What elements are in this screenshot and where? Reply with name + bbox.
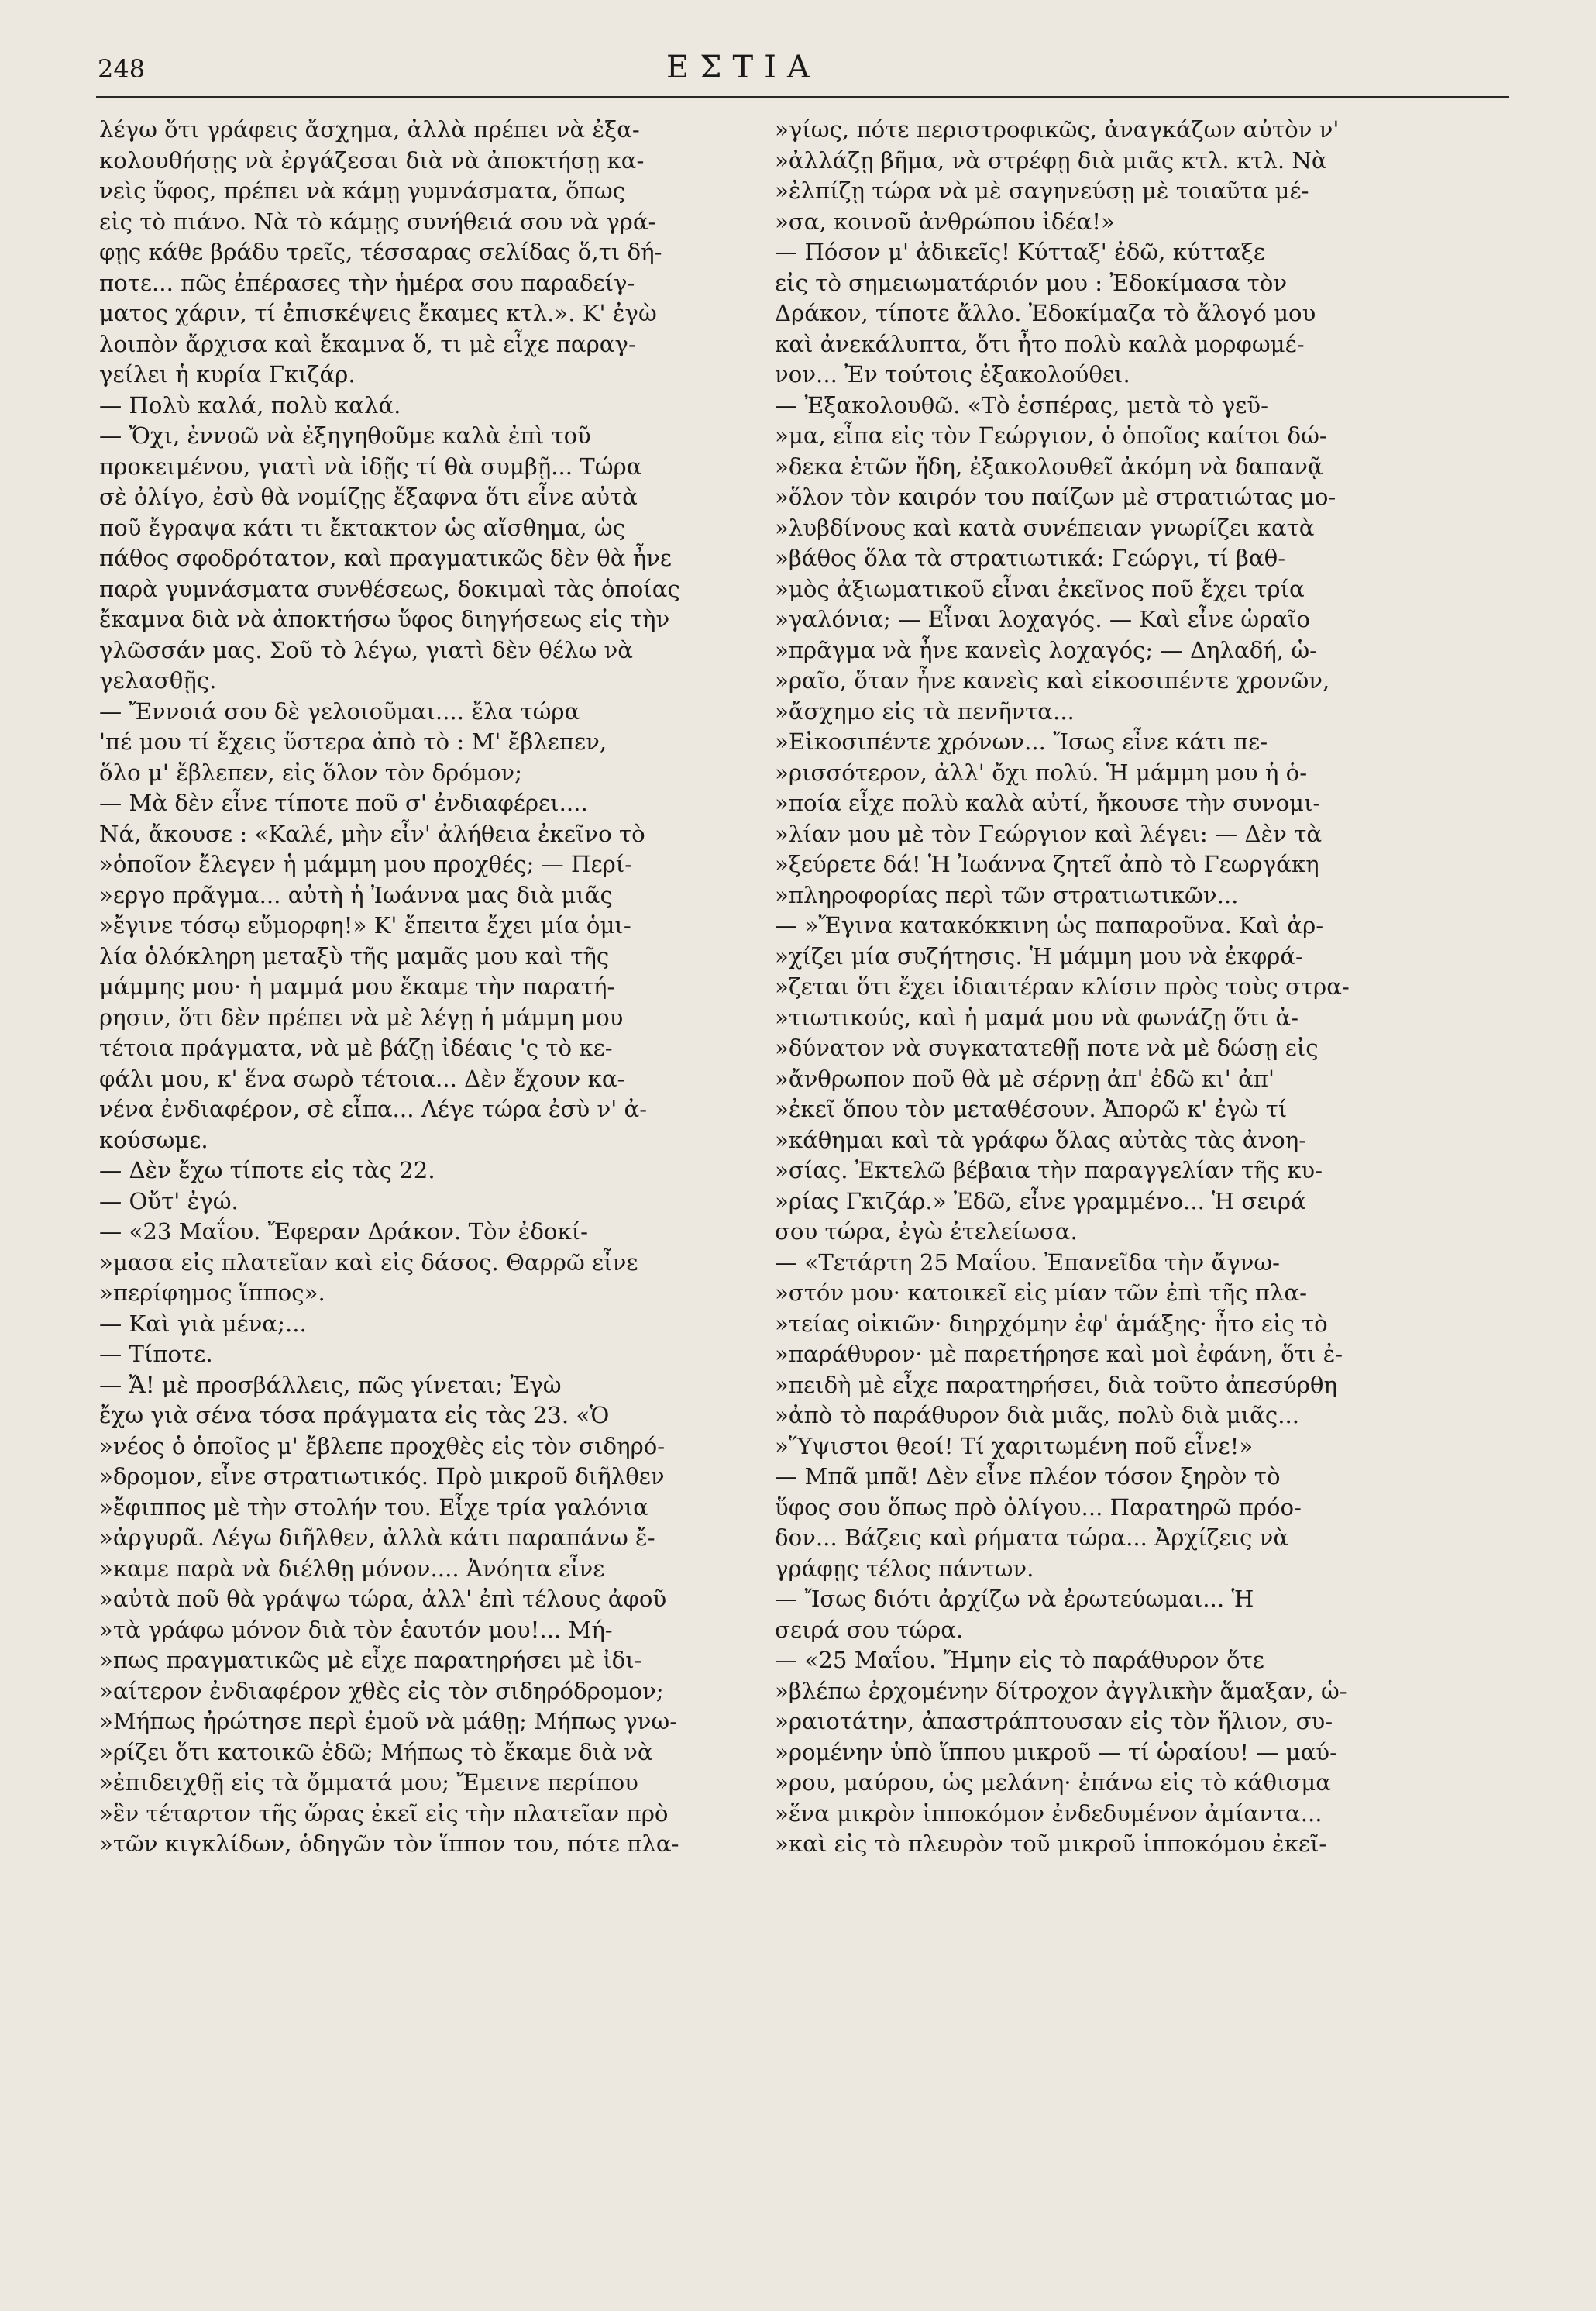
header-rule [96, 96, 1509, 98]
text-line: — »Ἔγινα κατακόκκινη ὡς παπαροῦνα. Καὶ ἀρ- [775, 912, 1324, 939]
text-line: 'πέ μου τί ἔχεις ὕστερα ἀπὸ τὸ : Μ' ἔβλεπεν, [99, 728, 607, 755]
text-line: νον... Ἐν τούτοις ἐξακολούθει. [775, 361, 1130, 387]
text-line: νεὶς ὕφος, πρέπει νὰ κάμῃ γυμνάσματα, ὅπως [99, 177, 626, 204]
text-line: »ποία εἶχε πολὺ καλὰ αὐτί, ἤκουσε τὴν συνομι- [775, 790, 1321, 816]
text-line: καὶ ἀνεκάλυπτα, ὅτι ἦτο πολὺ καλὰ μορφωμέ- [775, 330, 1305, 357]
text-line: »κάθημαι καὶ τὰ γράφω ὅλας αὐτὰς τὰς ἀνοη- [775, 1126, 1307, 1153]
text-line: — Μὰ δὲν εἶνε τίποτε ποῦ σ' ἐνδιαφέρει.... [99, 790, 588, 816]
text-line: ὅλο μ' ἔβλεπεν, εἰς ὅλον τὸν δρόμον; [99, 759, 522, 786]
text-line: παρὰ γυμνάσματα συνθέσεως, δοκιμαὶ τὰς ὁποίας [99, 575, 680, 602]
text-line: »πως πραγματικῶς μὲ εἶχε παρατηρήσει μὲ ἰδι- [99, 1647, 642, 1673]
text-line: Νά, ἄκουσε : «Καλέ, μὴν εἶν' ἀλήθεια ἐκεῖνο τὸ [99, 820, 645, 847]
text-line: λοιπὸν ἄρχισα καὶ ἔκαμνα ὅ, τι μὲ εἶχε παραγ- [99, 330, 636, 357]
text-line: »ἄνθρωπον ποῦ θὰ μὲ σέρνῃ ἀπ' ἐδῶ κι' ἀπ' [775, 1065, 1274, 1092]
text-line: »ἐπιδειχθῇ εἰς τὰ ὄμματά μου; Ἔμεινε περίπου [99, 1769, 638, 1796]
text-line: »ἀπὸ τὸ παράθυρον διὰ μιᾶς, πολὺ διὰ μιᾶς... [775, 1402, 1300, 1428]
text-line: προκειμένου, γιατὶ νὰ ἰδῇς τί θὰ συμβῇ... Τώρα [99, 453, 642, 480]
text-line: »αὐτὰ ποῦ θὰ γράψω τώρα, ἀλλ' ἐπὶ τέλους ἀφοῦ [99, 1586, 667, 1612]
text-line: »δεκα ἐτῶν ἤδη, ἐξακολουθεῖ ἀκόμη νὰ δαπανᾷ [775, 453, 1323, 480]
text-line: — «Τετάρτη 25 Μαΐου. Ἐπανεῖδα τὴν ἄγνω- [775, 1248, 1281, 1276]
text-line: ποτε... πῶς ἐπέρασες τὴν ἡμέρα σου παραδείγ- [99, 269, 635, 296]
text-line: — «25 Μαΐου. Ἤμην εἰς τὸ παράθυρον ὅτε [775, 1647, 1264, 1673]
text-line: »τιωτικούς, καὶ ἡ μαμά μου νὰ φωνάζῃ ὅτι ἀ- [775, 1004, 1298, 1031]
text-line: »ἔφιππος μὲ τὴν στολήν του. Εἶχε τρία γαλόνια [99, 1493, 648, 1521]
text-line: »ρου, μαύρου, ὡς μελάνη· ἐπάνω εἰς τὸ κάθισμα [775, 1769, 1331, 1796]
text-line: »πληροφορίας περὶ τῶν στρατιωτικῶν... [775, 881, 1239, 908]
page-number: 248 [98, 54, 146, 84]
text-line: »ἓν τέταρτον τῆς ὥρας ἐκεῖ εἰς τὴν πλατεῖαν πρὸ [99, 1800, 669, 1827]
text-line: μάμμης μου· ἡ μαμμά μου ἔκαμε τὴν παρατή- [99, 973, 615, 1000]
text-line: »γαλόνια; — Εἶναι λοχαγός. — Καὶ εἶνε ὡραῖο [775, 606, 1310, 632]
text-line: ρησιν, ὅτι δὲν πρέπει νὰ μὲ λέγῃ ἡ μάμμη μου [99, 1004, 624, 1031]
text-line: »Μήπως ἠρώτησε περὶ ἐμοῦ νὰ μάθῃ; Μήπως γνω- [99, 1708, 678, 1734]
text-line: φάλι μου, κ' ἕνα σωρὸ τέτοια... Δὲν ἔχουν κα- [99, 1065, 625, 1092]
text-line: »τῶν κιγκλίδων, ὁδηγῶν τὸν ἵππον του, πότε πλα- [99, 1831, 679, 1857]
text-line: — Ἄ! μὲ προσβάλλεις, πῶς γίνεται; Ἐγὼ [99, 1371, 562, 1398]
text-line: »ἐκεῖ ὅπου τὸν μεταθέσουν. Ἀπορῶ κ' ἐγὼ τί [775, 1096, 1288, 1122]
text-line: γράφῃς τέλος πάντων. [775, 1555, 1034, 1582]
text-line: »ζεται ὅτι ἔχει ἰδιαιτέραν κλίσιν πρὸς τοὺς στρα- [775, 973, 1350, 1000]
text-line: σὲ ὀλίγο, ἐσὺ θὰ νομίζῃς ἔξαφνα ὅτι εἶνε αὐτὰ [99, 484, 638, 510]
text-line: »τείας οἰκιῶν· διηρχόμην ἐφ' ἁμάξης· ἦτο εἰς τὸ [775, 1310, 1328, 1337]
text-line: »μασα εἰς πλατεῖαν καὶ εἰς δάσος. Θαρρῶ εἶνε [99, 1248, 638, 1276]
text-line: λέγω ὅτι γράφεις ἄσχημα, ἀλλὰ πρέπει νὰ ἐξα- [99, 116, 640, 143]
text-line: »ἔγινε τόσῳ εὔμορφη!» Κ' ἔπειτα ἔχει μία ὁμι- [99, 912, 631, 939]
text-line: »μὸς ἀξιωματικοῦ εἶναι ἐκεῖνος ποῦ ἔχει τρία [775, 575, 1305, 602]
text-line: — Οὔτ' ἐγώ. [99, 1187, 239, 1214]
text-line: — Πόσον μ' ἀδικεῖς! Κύτταξ' ἐδῶ, κύτταξε [775, 239, 1265, 265]
text-line: »νέος ὁ ὁποῖος μ' ἔβλεπε προχθὲς εἰς τὸν σιδηρό- [99, 1432, 666, 1459]
text-line: »ὅλον τὸν καιρόν του παίζων μὲ στρατιώτας μο- [775, 484, 1336, 510]
text-line: »δύνατον νὰ συγκατατεθῇ ποτε νὰ μὲ δώσῃ εἰς [775, 1035, 1319, 1061]
text-line: »μα, εἶπα εἰς τὸν Γεώργιον, ὁ ὁποῖος καίτοι δώ- [775, 422, 1327, 449]
text-line: τέτοια πράγματα, νὰ μὲ βάζῃ ἰδέαις 'ς τὸ κε- [99, 1035, 613, 1061]
text-line: — «23 Μαΐου. Ἔφεραν Δράκον. Τὸν ἐδοκί- [99, 1218, 589, 1245]
text-line: »Ὕψιστοι θεοί! Τί χαριτωμένη ποῦ εἶνε!» [775, 1432, 1254, 1459]
text-line: »πρᾶγμα νὰ ἦνε κανεὶς λοχαγός; — Δηλαδή, ὡ- [775, 636, 1318, 663]
text-line: — Δὲν ἔχω τίποτε εἰς τὰς 22. [99, 1157, 435, 1183]
text-line: — Μπᾶ μπᾶ! Δὲν εἶνε πλέον τόσον ξηρὸν τὸ [775, 1463, 1281, 1490]
text-line: »βλέπω ἐρχομένην δίτροχον ἀγγλικὴν ἅμαξαν, ὡ- [775, 1677, 1347, 1704]
text-line: κολουθήσῃς νὰ ἐργάζεσαι διὰ νὰ ἀποκτήσῃ κα- [99, 146, 645, 174]
text-line: »τὰ γράφω μόνον διὰ τὸν ἑαυτόν μου!... Μή- [99, 1616, 613, 1643]
text-line: ἔχω γιὰ σένα τόσα πράγματα εἰς τὰς 23. «Ὁ [99, 1402, 610, 1428]
text-line: »ραιοτάτην, ἀπαστράπτουσαν εἰς τὸν ἥλιον, συ- [775, 1708, 1333, 1734]
text-line: »σα, κοινοῦ ἀνθρώπου ἰδέα!» [775, 208, 1115, 235]
text-line: »ἀργυρᾶ. Λέγω διῆλθεν, ἀλλὰ κάτι παραπάνω ἔ- [99, 1524, 655, 1551]
text-line: — Ἔννοιά σου δὲ γελοιοῦμαι.... ἔλα τώρα [99, 697, 580, 725]
text-line: σου τώρα, ἐγὼ ἐτελείωσα. [775, 1218, 1078, 1245]
text-line: »γίως, πότε περιστροφικῶς, ἀναγκάζων αὐτὸν ν' [775, 116, 1340, 143]
text-line: — Πολὺ καλά, πολὺ καλά. [99, 391, 401, 418]
text-line: »ἕνα μικρὸν ἱπποκόμον ἐνδεδυμένον ἀμίαντα... [775, 1800, 1323, 1827]
text-line: »αίτερον ἐνδιαφέρον χθὲς εἰς τὸν σιδηρόδρομον; [99, 1677, 664, 1704]
text-line: »στόν μου· κατοικεῖ εἰς μίαν τῶν ἐπὶ τῆς πλα- [775, 1279, 1307, 1306]
text-line: »ρίζει ὅτι κατοικῶ ἐδῶ; Μήπως τὸ ἔκαμε διὰ νὰ [99, 1738, 653, 1765]
text-line: κούσωμε. [99, 1126, 208, 1153]
text-line: »βάθος ὅλα τὰ στρατιωτικά: Γεώργι, τί βαθ- [775, 545, 1286, 571]
text-line: ἔκαμνα διὰ νὰ ἀποκτήσω ὕφος διηγήσεως εἰς τὴν [99, 606, 670, 632]
text-line: — Ἐξακολουθῶ. «Τὸ ἑσπέρας, μετὰ τὸ γεῦ- [775, 391, 1268, 418]
text-line: »δρομον, εἶνε στρατιωτικός. Πρὸ μικροῦ διῆλθεν [99, 1463, 665, 1490]
text-line: »σίας. Ἐκτελῶ βέβαια τὴν παραγγελίαν τῆς κυ- [775, 1157, 1323, 1183]
text-line: »λυβδίνους καὶ κατὰ συνέπειαν γνωρίζει κατὰ [775, 514, 1315, 541]
text-line: — Ὄχι, ἐννοῶ νὰ ἐξηγηθοῦμε καλὰ ἐπὶ τοῦ [99, 422, 591, 449]
text-line: »ρομένην ὑπὸ ἵππου μικροῦ — τί ὡραίου! — μαύ- [775, 1738, 1338, 1765]
text-line: Δράκον, τίποτε ἄλλο. Ἐδοκίμαζα τὸ ἄλογό μου [775, 300, 1316, 326]
text-line: »ἀλλάζῃ βῆμα, νὰ στρέφῃ διὰ μιᾶς κτλ. κτλ. Νὰ [775, 146, 1327, 174]
text-line: »καμε παρὰ νὰ διέλθῃ μόνον.... Ἀνόητα εἶνε [99, 1555, 605, 1582]
text-line: γελασθῇς. [99, 667, 217, 694]
text-line: »ὁποῖον ἔλεγεν ἡ μάμμη μου προχθές; — Περί- [99, 851, 633, 877]
text-line: γλῶσσάν μας. Σοῦ τὸ λέγω, γιατὶ δὲν θέλω νὰ [99, 636, 633, 663]
text-line: »λίαν μου μὲ τὸν Γεώργιον καὶ λέγει: — Δὲν τὰ [775, 820, 1323, 847]
text-line: »ρίας Γκιζάρ.» Ἐδῶ, εἶνε γραμμένο... Ἡ σειρά [775, 1187, 1306, 1214]
text-line: — Τίποτε. [99, 1341, 213, 1367]
left-column [99, 115, 719, 1860]
text-line: — Ἴσως διότι ἀρχίζω νὰ ἐρωτεύωμαι... Ἡ [775, 1586, 1254, 1612]
text-line: δον... Βάζεις καὶ ρήματα τώρα... Ἀρχίζεις νὰ [775, 1524, 1289, 1551]
text-line: »ξεύρετε δά! Ἡ Ἰωάννα ζητεῖ ἀπὸ τὸ Γεωργάκη [775, 851, 1319, 877]
text-line: »περίφημος ἵππος». [99, 1279, 325, 1306]
text-line: πάθος σφοδρότατον, καὶ πραγματικῶς δὲν θὰ ἦνε [99, 545, 672, 571]
text-line: — Καὶ γιὰ μένα;... [99, 1310, 307, 1337]
text-line: ματος χάριν, τί ἐπισκέψεις ἔκαμες κτλ.». Κ' ἐγὼ [99, 300, 657, 326]
text-line: »ραῖο, ὅταν ἦνε κανεὶς καὶ εἰκοσιπέντε χρονῶν, [775, 667, 1330, 694]
text-line: νένα ἐνδιαφέρον, σὲ εἶπα... Λέγε τώρα ἐσὺ ν' ἀ- [99, 1096, 648, 1122]
text-line: »εργο πρᾶγμα... αὐτὴ ἡ Ἰωάννα μας διὰ μιᾶς [99, 881, 613, 908]
running-head-title: ΕΣΤΙΑ [666, 50, 820, 85]
text-line: σειρά σου τώρα. [775, 1616, 964, 1643]
text-line: »ρισσότερον, ἀλλ' ὄχι πολύ. Ἡ μάμμη μου ἡ ὁ- [775, 759, 1308, 786]
text-line: λία ὁλόκληρη μεταξὺ τῆς μαμᾶς μου καὶ τῆς [99, 942, 610, 970]
text-line: »χίζει μία συζήτησις. Ἡ μάμμη μου νὰ ἐκφρά- [775, 942, 1303, 970]
text-line: εἰς τὸ πιάνο. Νὰ τὸ κάμῃς συνήθειά σου νὰ γρά- [99, 208, 656, 235]
text-line: ὕφος σου ὅπως πρὸ ὀλίγου... Παρατηρῶ πρόο- [775, 1493, 1302, 1521]
text-line: »καὶ εἰς τὸ πλευρὸν τοῦ μικροῦ ἱπποκόμου ἐκεῖ- [775, 1831, 1327, 1857]
text-line: ποῦ ἔγραψα κάτι τι ἔκτακτον ὡς αἴσθημα, ὡς [99, 514, 626, 541]
text-line: »πειδὴ μὲ εἶχε παρατηρήσει, διὰ τοῦτο ἀπεσύρθη [775, 1371, 1337, 1398]
right-column [775, 115, 1427, 1860]
text-line: »Εἰκοσιπέντε χρόνων... Ἴσως εἶνε κάτι πε- [775, 728, 1268, 755]
text-line: »ἄσχημο εἰς τὰ πενῆντα... [775, 697, 1075, 725]
text-line: »ἐλπίζῃ τώρα νὰ μὲ σαγηνεύσῃ μὲ τοιαῦτα μέ- [775, 177, 1309, 204]
text-line: γείλει ἡ κυρία Γκιζάρ. [99, 361, 356, 387]
text-line: »παράθυρον· μὲ παρετήρησε καὶ μοὶ ἐφάνη, ὅτι ἐ- [775, 1341, 1343, 1367]
text-line: εἰς τὸ σημειωματάριόν μου : Ἐδοκίμασα τὸν [775, 269, 1288, 296]
text-line: φῃς κάθε βράδυ τρεῖς, τέσσαρας σελίδας ὅ,τι δή- [99, 239, 662, 265]
